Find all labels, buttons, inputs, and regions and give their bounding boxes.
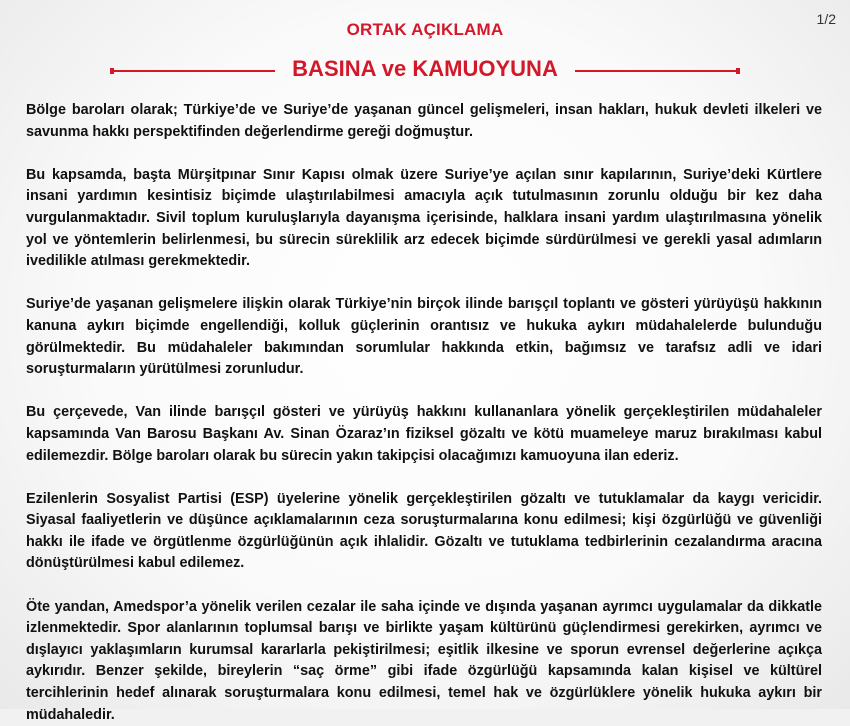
- page-number: 1/2: [816, 11, 836, 27]
- paragraph-3: Suriye’de yaşanan gelişmelere ilişkin olarak Türkiye’nin birçok ilinde barışçıl toplantı ve gösteri yürüyüşü hakkının kanuna aykırı biçimde engellendiği, kolluk güçlerinin orantısız ve hukuka aykırı müdahalelerde bulunduğu görülmektedir. Bu müdahaleler bakımından sorumlular hakkında etkin, bağımsız ve tarafsız adli ve idari soruşturmaların yürütülmesi zorunludur.: [26, 296, 822, 378]
- paragraph-2: Bu kapsamda, başta Mürşitpınar Sınır Kapısı olmak üzere Suriye’ye açılan sınır kapılarının, Suriye’deki Kürtlere insani yardımın kesintisiz biçimde ulaştırılabilmesi amacıyla açık tutulmasının zorunlu olduğu bir kez daha vurgulanmaktadır. Sivil toplum kuruluşlarıyla dayanışma içerisinde, halklara insani yardım ulaştırılmasına yönelik yol ve yöntemlerin belirlenmesi, bu sürecin süreklilik arz edecek biçimde sürdürülmesi ve gerekli yasal adımların ivedilikle atılması gerekmektedir.: [26, 166, 822, 270]
- document-body: [26, 100, 822, 726]
- document-header: [0, 0, 850, 90]
- paragraph-1: Bölge baroları olarak; Türkiye’de ve Suriye’de yaşanan güncel gelişmeleri, insan hakları, hukuk devleti ilkeleri ve savunma hakkı perspektifinden değerlendirme gereği doğmuştur.: [26, 102, 822, 140]
- paragraph-6: Öte yandan, Amedspor’a yönelik verilen cezalar ile saha içinde ve dışında yaşanan ayrımcı uygulamalar da dikkatle izlenmektedir. Spor alanlarının toplumsal barışı ve birlikte yaşam kültürünü güçlendirmesi gerekirken, ayrımcı ve dışlayıcı yaklaşımların kurumsal kararlarla pekiştirilmesi; eşitlik ilkesine ve sporun evrensel değerlerine açıkça aykırıdır. Benzer şekilde, bireylerin “saç örme” gibi ifade özgürlüğü kapsamında kalan kişisel ve kültürel tercihlerinin hedef alınarak soruşturmalara konu edilmesi, temel hak ve özgürlüklere yönelik hukuka aykırı bir müdahaledir.: [26, 598, 822, 723]
- paragraph-5: Ezilenlerin Sosyalist Partisi (ESP) üyelerine yönelik gerçekleştirilen gözaltı ve tutuklamalar da kaygı vericidir. Siyasal faaliyetlerin ve düşünce açıklamalarının ceza soruşturmalarına konu edilmesi; kişi özgürlüğü ve güvenliği hakkı ile ifade ve örgütlenme özgürlüğünün açık ihlalidir. Gözaltı ve tutuklama tedbirlerinin cezalandırma aracına dönüştürülmesi kabul edilemez.: [26, 490, 822, 572]
- document-title: BASINA ve KAMUOYUNA: [292, 56, 558, 81]
- document-subtitle: ORTAK AÇIKLAMA: [346, 20, 504, 39]
- paragraph-4: Bu çerçevede, Van ilinde barışçıl gösteri ve yürüyüş hakkını kullananlara yönelik gerçekleştirilen müdahaleler kapsamında Van Barosu Başkanı Av. Sinan Özaraz’ın fiziksel gözaltı ve kötü muameleye maruz bırakılması kabul edilemezdir. Bölge baroları olarak bu sürecin yakın takipçisi olacağımızı kamuoyuna ilan ederiz.: [26, 404, 822, 464]
